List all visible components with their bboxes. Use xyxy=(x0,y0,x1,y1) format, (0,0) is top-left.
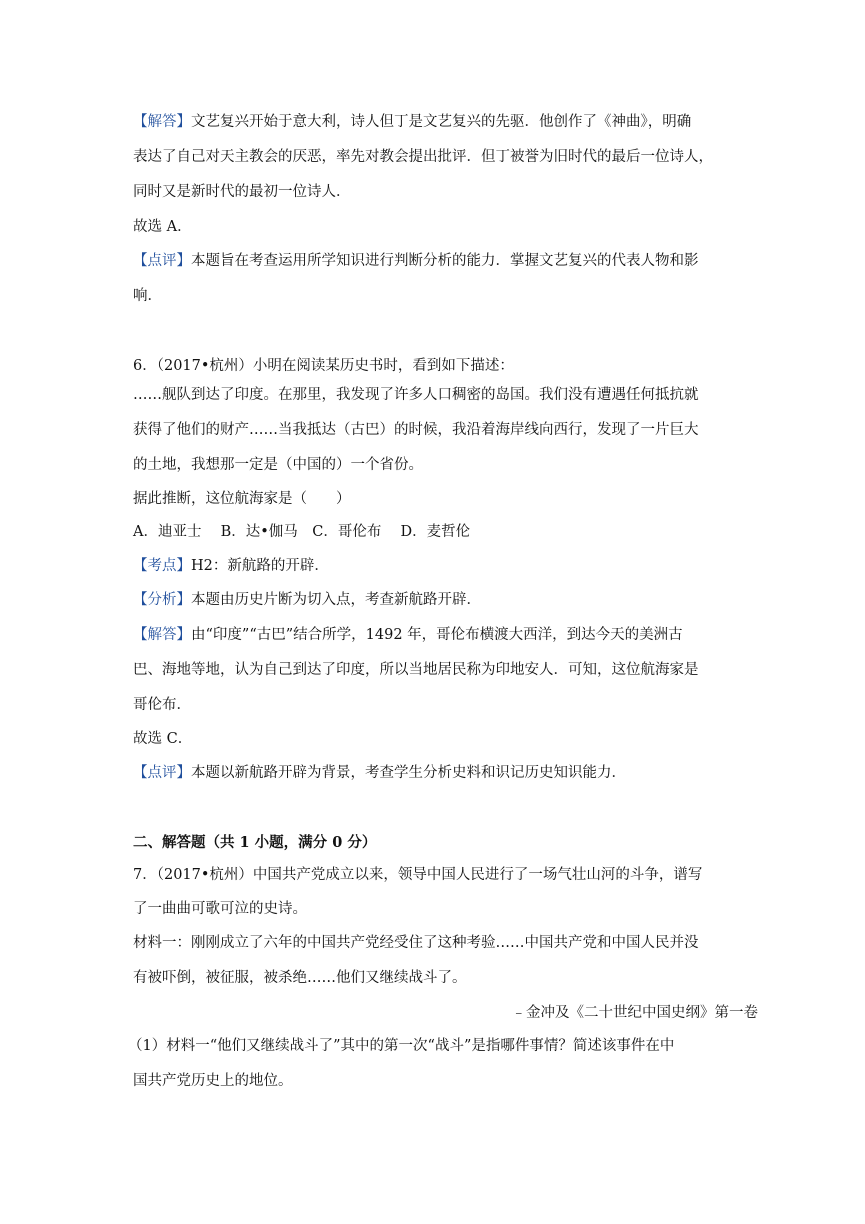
q5-answer-line-2: 表达了自己对天主教会的厌恶，率先对教会提出批评．但丁被誉为旧时代的最后一位诗人， xyxy=(133,149,713,165)
q7-stem-line-2: 了一曲曲可歌可泣的史诗。 xyxy=(133,901,307,917)
comment-tag: 【点评】 xyxy=(133,253,191,269)
q7-source: ﹣金冲及《二十世纪中国史纲》第一卷 xyxy=(511,1005,758,1021)
q5-comment-line-2: 响． xyxy=(133,288,162,304)
q6-answer-line-2: 巴、海地等地，认为自己到达了印度，所以当地居民称为印地安人．可知，这位航海家是 xyxy=(133,662,699,678)
q6-quote-line-1: ……舰队到达了印度。在那里，我发现了许多人口稠密的岛国。我们没有遭遇任何抵抗就 xyxy=(133,387,699,403)
q6-answer-line-3: 哥伦布． xyxy=(133,697,191,713)
q7-material-line-2: 有被吓倒，被征服，被杀绝……他们又继续战斗了。 xyxy=(133,970,467,986)
q6-answer-line-1: 【解答】由“印度”“古巴”结合所学，1492 年，哥伦布横渡大西洋，到达今天的美洲古 xyxy=(133,627,683,643)
q7-sub1-line-2: 国共产党历史上的地位。 xyxy=(133,1073,293,1089)
section-heading: 二、解答题（共 1 小题，满分 0 分） xyxy=(133,834,377,851)
q6-question: 据此推断，这位航海家是（ ） xyxy=(133,491,351,507)
q5-choice: 故选 A． xyxy=(133,219,192,235)
kaodian-tag: 【考点】 xyxy=(133,558,191,574)
q6-quote-line-2: 获得了他们的财产……当我抵达（古巴）的时候，我沿着海岸线向西行，发现了一片巨大 xyxy=(133,422,699,438)
q6-options: A．迪亚士 B．达•伽马 C．哥伦布 D．麦哲伦 xyxy=(133,524,471,540)
q7-sub1-line-1: （1）材料一“他们又继续战斗了”其中的第一次“战斗”是指哪件事情？简述该事件在中 xyxy=(128,1038,675,1054)
q6-stem: 6．（2017•杭州）小明在阅读某历史书时，看到如下描述： xyxy=(133,358,514,374)
q7-material-line-1: 材料一：刚刚成立了六年的中国共产党经受住了这种考验……中国共产党和中国人民并没 xyxy=(133,935,699,951)
comment-tag: 【点评】 xyxy=(133,765,191,781)
q7-stem-line-1: 7．（2017•杭州）中国共产党成立以来，领导中国人民进行了一场气壮山河的斗争，谱写 xyxy=(133,867,703,883)
q6-comment: 【点评】本题以新航路开辟为背景，考查学生分析史料和识记历史知识能力． xyxy=(133,765,626,781)
q6-choice: 故选 C． xyxy=(133,731,193,747)
q5-answer-line-1: 【解答】文艺复兴开始于意大利，诗人但丁是文艺复兴的先驱．他创作了《神曲》，明确 xyxy=(133,114,692,130)
answer-tag: 【解答】 xyxy=(133,627,191,643)
answer-tag: 【解答】 xyxy=(133,114,191,130)
q5-answer-line-3: 同时又是新时代的最初一位诗人． xyxy=(133,184,351,200)
q6-quote-line-3: 的土地，我想那一定是（中国的）一个省份。 xyxy=(133,457,423,473)
fenxi-tag: 【分析】 xyxy=(133,592,191,608)
q6-kaodian: 【考点】H2：新航路的开辟． xyxy=(133,558,329,574)
q6-fenxi: 【分析】本题由历史片断为切入点，考查新航路开辟． xyxy=(133,592,481,608)
q5-comment-line-1: 【点评】本题旨在考查运用所学知识进行判断分析的能力．掌握文艺复兴的代表人物和影 xyxy=(133,253,699,269)
